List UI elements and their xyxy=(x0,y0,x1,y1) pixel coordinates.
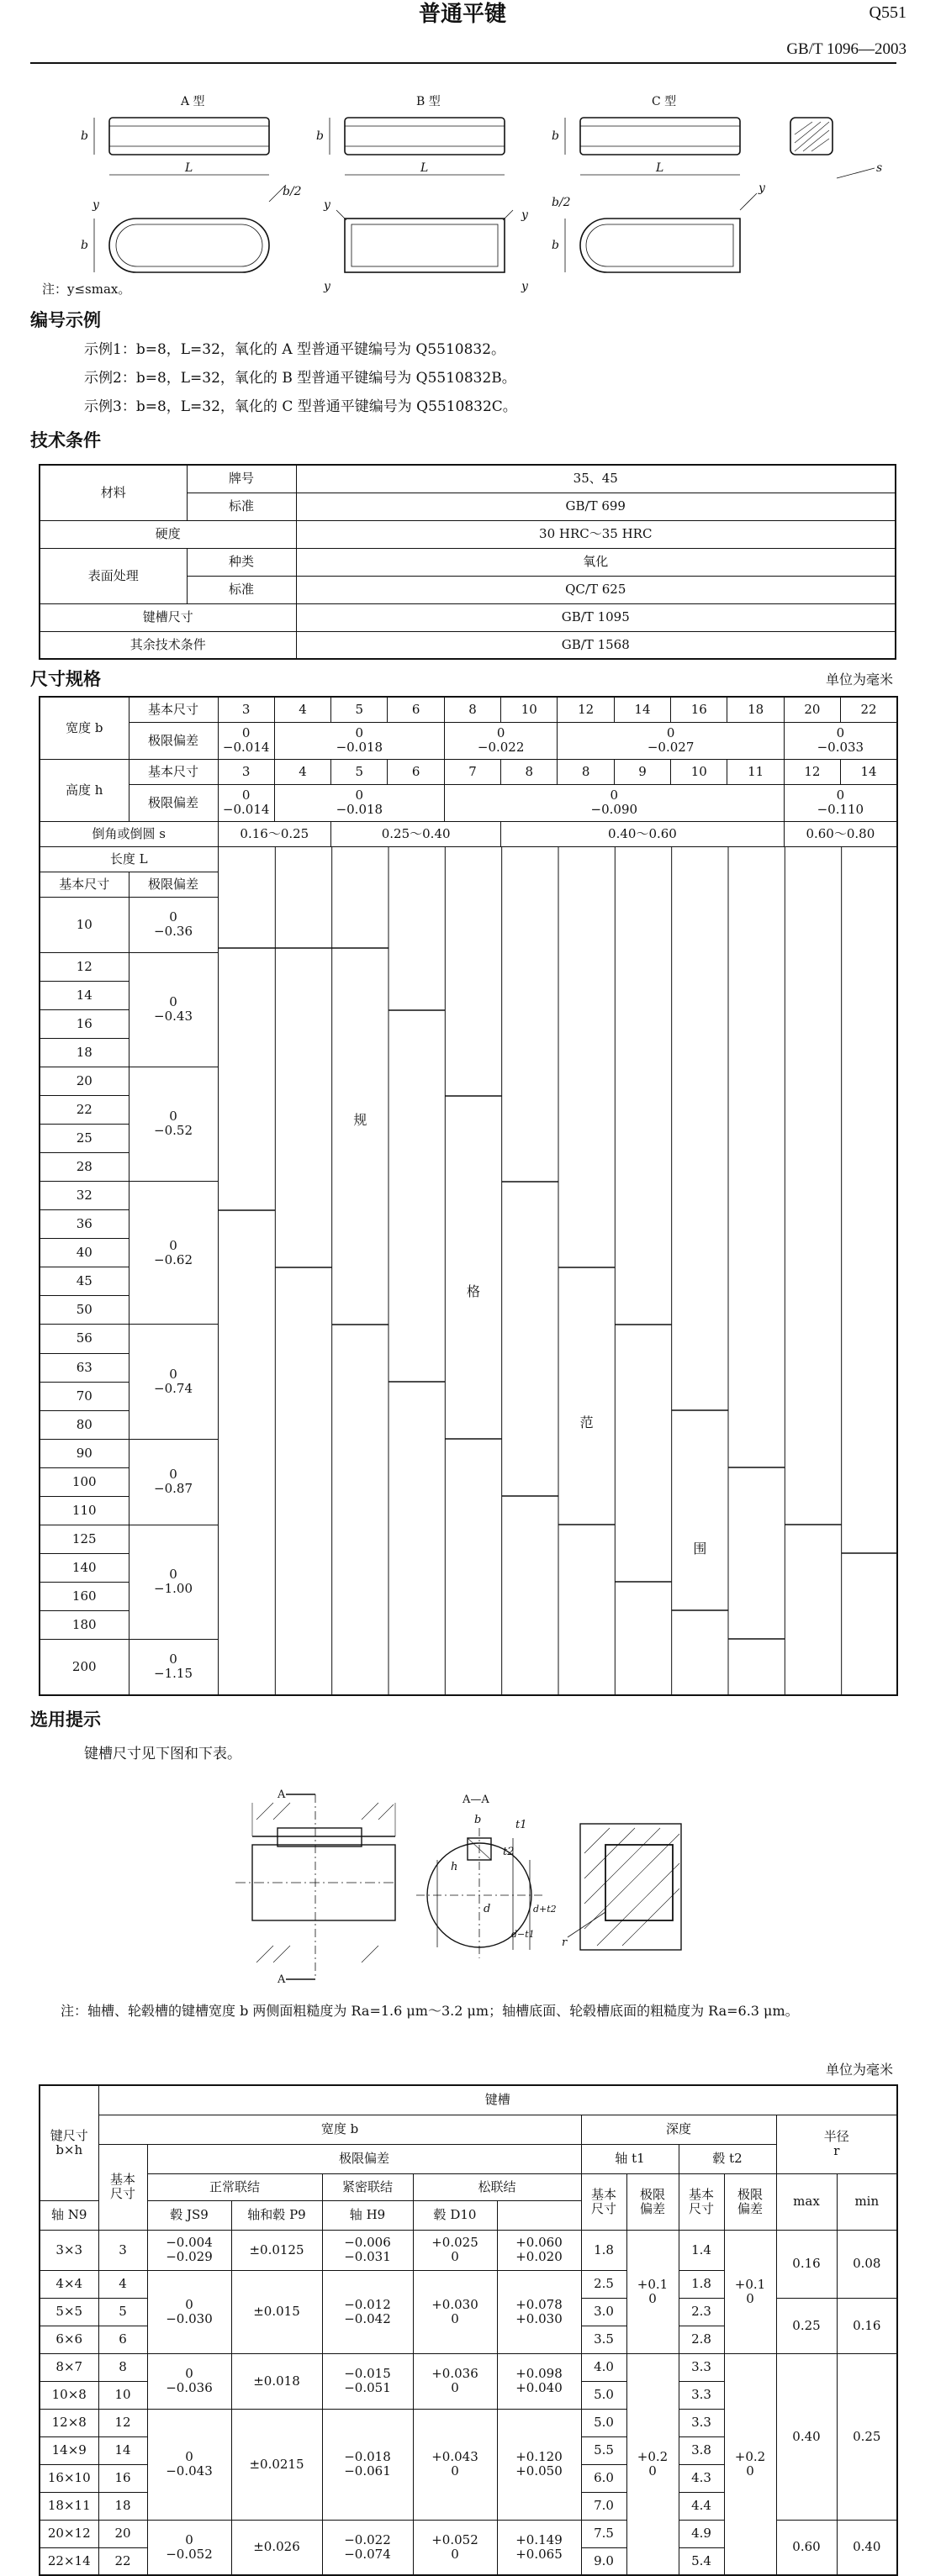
svg-text:L: L xyxy=(185,161,193,175)
tech-heading: 技术条件 xyxy=(30,430,101,450)
part-code: Q551 xyxy=(869,3,906,22)
table-row: 倒角或倒圆 s 0.16～0.25 0.25～0.40 0.40～0.60 0.60～0.80 xyxy=(40,821,897,846)
svg-text:y: y xyxy=(521,208,528,222)
svg-text:r: r xyxy=(562,1936,568,1949)
type-c-plan-view xyxy=(580,219,740,272)
range-label: 格 xyxy=(466,1283,480,1299)
page-title: 普通平键 xyxy=(418,2,506,27)
key-section-view xyxy=(790,118,832,155)
svg-text:d: d xyxy=(484,1903,491,1915)
svg-text:b/2: b/2 xyxy=(283,185,302,198)
table-row: 22×14 22 9.0 5.4 xyxy=(40,2547,897,2575)
table-row: 宽度 b 基本尺寸 3 4 5 6 8 10 12 14 16 18 20 22 xyxy=(40,697,897,722)
svg-text:b: b xyxy=(552,239,559,252)
svg-text:L: L xyxy=(420,161,429,175)
examples-list xyxy=(84,340,517,417)
hint-text: 键槽尺寸见下图和下表。 xyxy=(84,1746,241,1762)
svg-text:y: y xyxy=(324,280,330,293)
type-b-side-view xyxy=(345,118,505,155)
shaft-side-view xyxy=(235,1794,395,1979)
table-row: 4×4 4 0 −0.030 ±0.015 −0.012 −0.042 +0.030 0 +0.078 +0.030 2.5 1.8 xyxy=(40,2270,897,2298)
table-row: 硬度 30 HRC～35 HRC xyxy=(40,520,896,548)
table-row: 高度 h 基本尺寸 3 4 5 6 7 8 8 9 10 11 12 14 xyxy=(40,759,897,784)
svg-text:y: y xyxy=(758,182,765,195)
keyway-table: 键尺寸 b×h 键槽 宽度 b 深度 半径 r 基本 尺寸 极限偏差 轴 t1 毂 t2 正常联结 紧密联结 松联结 基本 尺寸 极限 偏差 基本 尺寸 极限 偏差 max min 轴 N9 毂 JS9 轴和毂 P9 轴 H9 毂 D10 3×3 3 −0.004 −0.029 ±0.0125 −0.006 −0.031 +0.025 0 +0.060 +0.020 1.8 +0.1 0 1.4 +0.1 0 0.16 0.08 4×4 4 0 −0.030 ±0.015 −0.012 −0.042 +0.030 0 +0.078 +0.030 2.5 1.8 5×5 5 3.0 2.3 0.25 0.16 6×6 6 3.5 2.8 8×7 8 0 −0.036 ±0.018 −0.015 −0.051 +0.036 0 +0.098 +0.040 4.0 +0.2 0 3.3 +0.2 0 0.40 0.25 10×8 10 5.0 3.3 12×8 12 0 −0.043 ±0.0215 −0.018 −0.061 +0.043 0 +0.120 +0.050 5.0 3.3 14×9 14 5.5 3.8 16×10 16 6.0 4.3 18×11 18 7.0 4.4 20×12 20 0 −0.052 ±0.026 −0.022 −0.074 +0.052 0 +0.149 +0.065 7.5 4.9 0.60 0.40 22×14 22 9.0 5.4 xyxy=(39,2084,898,2576)
table-row: 18×11 18 7.0 4.4 xyxy=(40,2492,897,2520)
table-row: 3×3 3 −0.004 −0.029 ±0.0125 −0.006 −0.031 +0.025 0 +0.060 +0.020 1.8 +0.1 0 1.4 +0.1 0 0.16 0.08 xyxy=(40,2230,897,2270)
table-row: 极限偏差 0 −0.014 0 −0.018 0 −0.022 0 −0.027 0 −0.033 xyxy=(40,722,897,759)
example-2: 示例2：b=8，L=32，氧化的 B 型普通平键编号为 Q5510832B。 xyxy=(84,370,516,387)
table-row: 极限偏差 0 −0.014 0 −0.018 0 −0.090 0 −0.110 xyxy=(40,784,897,821)
keyway-diagram xyxy=(235,1786,706,1988)
svg-text:s: s xyxy=(876,161,883,175)
type-c-label: C 型 xyxy=(652,95,677,108)
range-label: 规 xyxy=(352,1111,367,1128)
type-b-plan-view xyxy=(345,219,505,272)
table-row: 12×8 12 0 −0.043 ±0.0215 −0.018 −0.061 +0.043 0 +0.120 +0.050 5.0 3.3 xyxy=(40,2409,897,2436)
keyway-unit: 单位为毫米 xyxy=(825,2062,893,2078)
type-a-plan-view xyxy=(109,219,269,272)
type-a-side-view xyxy=(109,118,269,155)
hub-detail-view xyxy=(568,1824,681,1950)
svg-text:y: y xyxy=(324,198,330,212)
svg-text:d+t2: d+t2 xyxy=(533,1904,557,1915)
table-row: 材料 牌号 35、45 xyxy=(40,465,896,493)
diagram-note: 注：y≤smax。 xyxy=(42,282,131,297)
tech-table xyxy=(39,464,896,660)
table-row: 表面处理 种类 氧化 xyxy=(40,548,896,576)
example-1: 示例1：b=8，L=32，氧化的 A 型普通平键编号为 Q5510832。 xyxy=(84,341,506,358)
type-c-side-view xyxy=(580,118,740,155)
table-row: 标准 GB/T 699 xyxy=(40,493,896,520)
svg-text:b: b xyxy=(81,239,88,252)
svg-text:h: h xyxy=(451,1861,458,1873)
type-b-label: B 型 xyxy=(416,95,441,108)
svg-text:A: A xyxy=(278,1788,286,1801)
examples-heading: 编号示例 xyxy=(30,310,101,330)
table-row: 5×5 5 3.0 2.3 0.25 0.16 xyxy=(40,2298,897,2326)
table-row: 6×6 6 3.5 2.8 xyxy=(40,2326,897,2353)
svg-text:b: b xyxy=(552,129,559,143)
size-range-chart xyxy=(218,846,897,1695)
type-a-label: A 型 xyxy=(181,95,205,108)
svg-text:b: b xyxy=(81,129,88,143)
range-label: 围 xyxy=(692,1540,706,1557)
table-row: 标准 QC/T 625 xyxy=(40,576,896,603)
size-unit: 单位为毫米 xyxy=(825,672,893,687)
hint-note: 注：轴槽、轮毂槽的键槽宽度 b 两侧面粗糙度为 Ra=1.6 μm～3.2 μm；轴槽底面、轮毂槽底面的粗糙度为 Ra=6.3 μm。 xyxy=(61,2003,799,2019)
svg-text:A: A xyxy=(278,1973,286,1986)
standard-number: GB/T 1096—2003 xyxy=(786,40,906,58)
svg-text:b: b xyxy=(316,129,324,143)
table-row: 10×8 10 5.0 3.3 xyxy=(40,2381,897,2409)
range-label: 范 xyxy=(579,1414,594,1430)
size-table: 宽度 b 基本尺寸 3 4 5 6 8 10 12 14 16 18 20 22 极限偏差 0 −0.014 0 −0.018 0 −0.022 0 −0.027 0 −0.033 高度 h 基本尺寸 3 4 5 6 7 8 8 9 10 11 12 14 极限偏差 0 −0.014 0 −0.018 0 −0.090 0 −0.110 倒角或倒圆 s 0.16～0.25 0.25～0.40 0.40～0.60 0.60～0.80 长度 L 规 格 范 围 基本尺寸 极限偏差 10 0 −0.36 12 0 −0.43 14 16 18 20 0 −0.52 22 25 28 32 0 −0.62 36 40 45 50 56 0 −0.74 63 70 80 90 0 −0.87 100 110 125 0 −1.00 140 160 180 200 0 −1.15 xyxy=(39,696,898,1696)
svg-text:L: L xyxy=(656,161,664,175)
table-row: 其余技术条件 GB/T 1568 xyxy=(40,631,896,659)
svg-text:y: y xyxy=(521,280,528,293)
svg-text:y: y xyxy=(92,198,99,212)
svg-text:b/2: b/2 xyxy=(552,196,571,209)
svg-text:t2: t2 xyxy=(503,1846,515,1858)
example-3: 示例3：b=8，L=32，氧化的 C 型普通平键编号为 Q5510832C。 xyxy=(84,398,517,415)
header-rule xyxy=(30,62,896,64)
key-type-diagram xyxy=(34,84,891,294)
hint-heading: 选用提示 xyxy=(30,1709,101,1730)
svg-text:b: b xyxy=(474,1814,482,1826)
size-heading: 尺寸规格 xyxy=(30,669,101,689)
size-range-lines xyxy=(219,847,898,1694)
table-row: 20×12 20 0 −0.052 ±0.026 −0.022 −0.074 +0.052 0 +0.149 +0.065 7.5 4.9 0.60 0.40 xyxy=(40,2520,897,2547)
svg-text:A—A: A—A xyxy=(462,1794,489,1806)
table-row: 基本尺寸 极限偏差 xyxy=(40,872,897,897)
svg-text:t1: t1 xyxy=(515,1819,527,1831)
table-row: 长度 L 规 格 范 围 xyxy=(40,846,897,872)
svg-text:d−t1: d−t1 xyxy=(511,1929,535,1940)
table-row: 键槽尺寸 GB/T 1095 xyxy=(40,603,896,631)
table-row: 16×10 16 6.0 4.3 xyxy=(40,2464,897,2492)
table-row: 14×9 14 5.5 3.8 xyxy=(40,2436,897,2464)
table-row: 8×7 8 0 −0.036 ±0.018 −0.015 −0.051 +0.036 0 +0.098 +0.040 4.0 +0.2 0 3.3 +0.2 0 0.40 0.25 xyxy=(40,2353,897,2381)
